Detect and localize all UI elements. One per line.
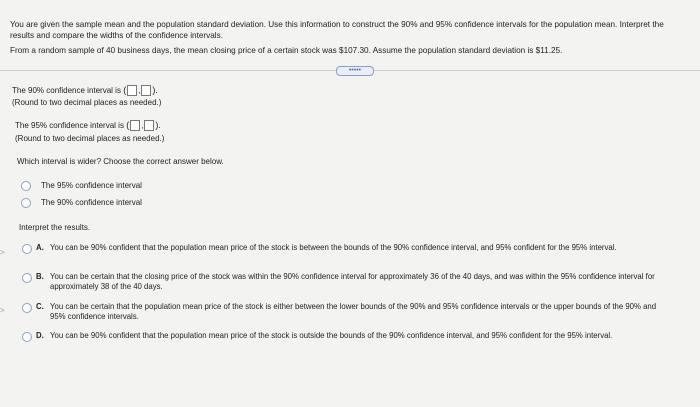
q90-open-paren: ( (123, 85, 127, 96)
wider-option-90[interactable] (21, 197, 142, 208)
q90-hint: (Round to two decimal places as needed.) (12, 98, 162, 107)
radio-button[interactable] (21, 198, 31, 208)
choice-text: You can be certain that the population mean price of the stock is either between the lower bounds of the 90% and 95% confidence intervals or the upper bounds of the 90% and 95% confidence intervals. (50, 302, 657, 321)
radio-button[interactable] (22, 273, 32, 283)
wider-option-label: The 90% confidence interval (41, 198, 142, 207)
wider-option-95[interactable] (21, 180, 142, 191)
left-scroll-arrow[interactable]: > (0, 306, 5, 315)
more-button[interactable]: ••••• (336, 66, 374, 76)
left-scroll-arrow[interactable]: > (0, 248, 5, 257)
q95-open-paren: ( (126, 120, 130, 131)
interpret-label: Interpret the results. (19, 223, 91, 232)
q90-comma: , (138, 86, 141, 95)
wider-question: Which interval is wider? Choose the correct answer below. (17, 157, 224, 166)
q90-upper-input[interactable] (141, 85, 151, 96)
q95-comma: , (141, 121, 144, 130)
q95-hint: (Round to two decimal places as needed.) (15, 134, 165, 143)
problem-intro: You are given the sample mean and the population standard deviation. Use this information to construct the 90% and 95% confidence intervals for the population mean. Interpret the results and compare the widths of the confidence intervals. (10, 20, 664, 40)
choice-a[interactable] (22, 243, 672, 253)
q95-upper-input[interactable] (144, 120, 154, 131)
choice-letter: B. (36, 272, 44, 281)
choice-text: You can be 90% confident that the population mean price of the stock is outside the bounds of the 90% confidence interval, and 95% confident for the 95% interval. (50, 331, 613, 340)
choice-letter: A. (36, 243, 44, 252)
q90-close-paren: ). (152, 85, 158, 96)
q95-prefix: The 95% confidence interval is (15, 121, 124, 130)
question-90-interval (12, 85, 158, 96)
wider-option-label: The 95% confidence interval (41, 181, 142, 190)
choice-letter: D. (36, 331, 44, 340)
q90-prefix: The 90% confidence interval is (12, 86, 121, 95)
q95-lower-input[interactable] (130, 120, 140, 131)
radio-button[interactable] (22, 332, 32, 342)
problem-data: From a random sample of 40 business days, the mean closing price of a certain stock was $107.30. Assume the population standard deviation is $11.25. (10, 46, 563, 55)
choice-d[interactable] (22, 331, 672, 341)
radio-button[interactable] (22, 303, 32, 313)
q90-lower-input[interactable] (127, 85, 137, 96)
q95-close-paren: ). (155, 120, 161, 131)
choice-text: You can be 90% confident that the population mean price of the stock is between the bounds of the 90% confidence interval, and 95% confident for the 95% interval. (50, 243, 617, 252)
choice-b[interactable] (22, 272, 672, 292)
choice-c[interactable] (22, 302, 672, 322)
problem-statement (10, 19, 685, 60)
question-95-interval (15, 120, 161, 131)
choice-text: You can be certain that the closing price of the stock was within the 90% confidence interval for approximately 36 of the 40 days, and was within the 95% confidence interval for approximately 38 of the 40 days. (50, 272, 655, 291)
radio-button[interactable] (22, 244, 32, 254)
radio-button[interactable] (21, 181, 31, 191)
choice-letter: C. (36, 302, 44, 311)
